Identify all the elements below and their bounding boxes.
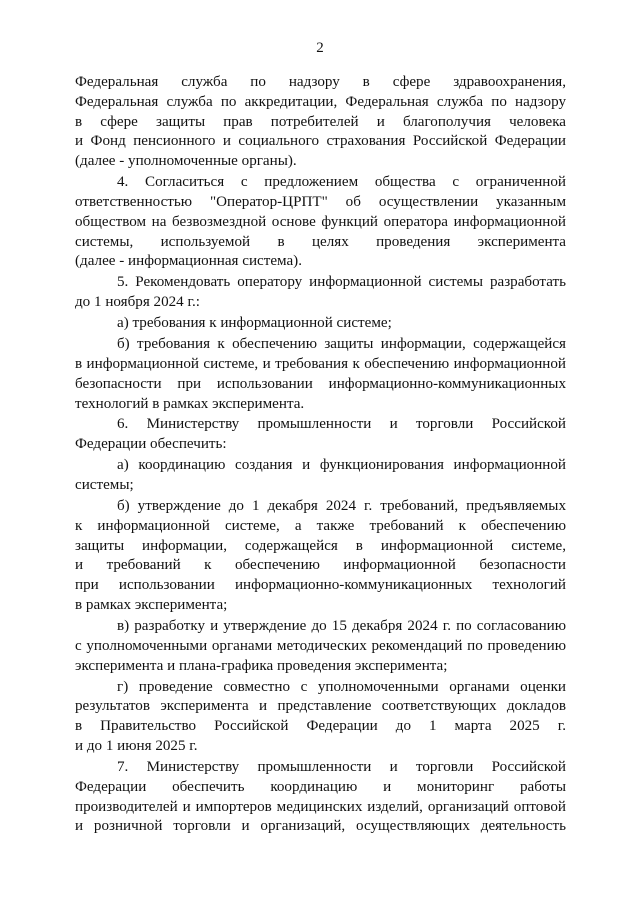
text-line: к информационной системе, а также требований к обеспечению [75, 517, 566, 534]
text-line: Федеральная служба по аккредитации, Федеральная служба по надзору [75, 93, 566, 110]
text-line: в Правительство Российской Федерации до 1 марта 2025 г. [75, 718, 566, 735]
text-line: 6. Министерству промышленности и торговли Российской [117, 416, 566, 433]
paragraph [75, 758, 566, 837]
text-line: в) разработку и утверждение до 15 декабря 2024 г. по согласованию [117, 618, 566, 635]
text-line: до 1 ноября 2024 г.: [75, 294, 200, 311]
text-line: а) требования к информационной системе; [117, 315, 392, 332]
text-line: технологий в рамках эксперимента. [75, 395, 305, 412]
text-line: в рамках эксперимента; [75, 597, 228, 614]
text-line: эксперимента и плана-графика проведения эксперимента; [75, 657, 448, 674]
text-line: и Фонд пенсионного и социального страхования Российской Федерации [75, 133, 566, 150]
text-line: а) координацию создания и функционирования информационной [117, 457, 566, 474]
paragraph [75, 314, 566, 334]
paragraph [75, 415, 566, 455]
text-line: и требований к обеспечению информационной безопасности [75, 557, 566, 574]
text-line: обществом на безвозмездной основе функций оператора информационной [75, 213, 566, 230]
text-line: Федерации обеспечить: [75, 436, 227, 453]
text-line: 4. Согласиться с предложением общества с ограниченной [117, 174, 566, 191]
paragraph [75, 173, 566, 272]
text-line: в информационной системе, и требования к обеспечению информационной [75, 355, 566, 372]
paragraph [75, 678, 566, 757]
text-line: 5. Рекомендовать оператору информационной системы разработать [117, 274, 566, 291]
paragraph [75, 335, 566, 414]
paragraph [75, 73, 566, 172]
paragraph [75, 273, 566, 313]
text-line: системы, используемой в целях проведения эксперимента [75, 233, 566, 250]
text-line: и розничной торговли и организаций, осуществляющих деятельность [75, 818, 566, 835]
text-line: г) проведение совместно с уполномоченными органами оценки [117, 678, 566, 695]
paragraph [75, 497, 566, 616]
text-line: при использовании информационно-коммуникационных технологий [75, 577, 566, 594]
text-line: безопасности при использовании информационно-коммуникационных [75, 375, 566, 392]
text-line: Федеральная служба по надзору в сфере здравоохранения, [75, 74, 566, 90]
text-line: ответственностью "Оператор-ЦРПТ" об осуществлении указанным [75, 193, 566, 210]
text-line: б) утверждение до 1 декабря 2024 г. требований, предъявляемых [117, 498, 566, 515]
text-line: производителей и импортеров медицинских изделий, организаций оптовой [75, 798, 566, 815]
document-body [75, 73, 566, 838]
text-line: в сфере защиты прав потребителей и благополучия человека [75, 113, 566, 130]
paragraph [75, 456, 566, 496]
text-line: и до 1 июня 2025 г. [75, 737, 198, 754]
text-line: б) требования к обеспечению защиты информации, содержащейся [117, 336, 566, 353]
text-line: Федерации обеспечить координацию и мониторинг работы [75, 778, 566, 795]
text-line: (далее - информационная система). [75, 253, 302, 270]
text-line: защиты информации, содержащейся в информационной системе, [75, 537, 566, 554]
text-line: 7. Министерству промышленности и торговли Российской [117, 758, 566, 775]
text-line: результатов эксперимента и представление соответствующих докладов [75, 698, 566, 715]
text-line: системы; [75, 477, 134, 494]
text-line: с уполномоченными органами методических рекомендаций по проведению [75, 637, 566, 654]
paragraph [75, 617, 566, 676]
text-line: (далее - уполномоченные органы). [75, 153, 297, 170]
page-number: 2 [316, 40, 324, 56]
